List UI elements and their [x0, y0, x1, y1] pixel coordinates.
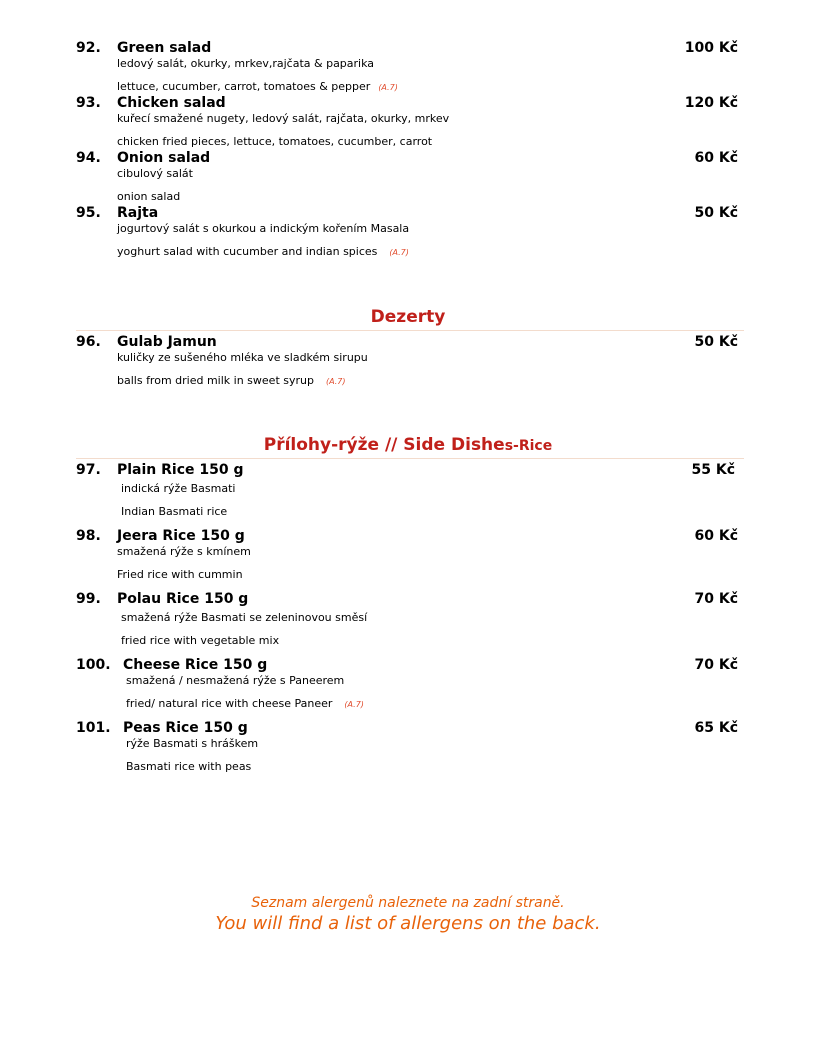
section-title-rice: Přílohy-rýže // Side Dishes-Rice — [263, 435, 553, 455]
item-number: 96. — [76, 334, 101, 350]
item-number: 94. — [76, 150, 101, 166]
item-description-cz: rýže Basmati s hráškem — [126, 737, 259, 750]
section-divider — [76, 330, 744, 331]
item-description-en: fried/ natural rice with cheese Paneer (A.7) — [126, 697, 364, 710]
item-description-cz: cibulový salát — [117, 167, 193, 180]
allergen-code: (A.7) — [389, 248, 409, 257]
item-name: Polau Rice 150 g — [117, 591, 249, 607]
item-description-en: Basmati rice with peas — [126, 760, 252, 773]
item-description-en: lettuce, cucumber, carrot, tomatoes & pepper (A.7) — [117, 80, 398, 93]
item-name: Jeera Rice 150 g — [117, 528, 245, 544]
allergen-code: (A.7) — [344, 700, 364, 709]
item-number: 99. — [76, 591, 101, 607]
item-number: 100. — [76, 657, 111, 673]
item-number: 101. — [76, 720, 111, 736]
item-number: 92. — [76, 40, 101, 56]
item-name: Gulab Jamun — [117, 334, 217, 350]
section-title-desserts: Dezerty — [370, 307, 446, 327]
item-price: 70 Kč — [694, 657, 738, 673]
item-description-en: yoghurt salad with cucumber and indian spices (A.7) — [117, 245, 409, 258]
item-description-en: balls from dried milk in sweet syrup (A.7) — [117, 374, 346, 387]
item-description-en: Fried rice with cummin — [117, 568, 243, 581]
item-price: 120 Kč — [684, 95, 738, 111]
item-description-cz: kuřecí smažené nugety, ledový salát, rajčata, okurky, mrkev — [117, 112, 450, 125]
allergen-code: (A.7) — [325, 377, 346, 386]
item-description-cz: smažená / nesmažená rýže s Paneerem — [126, 674, 345, 687]
item-price: 100 Kč — [684, 40, 738, 56]
item-name: Cheese Rice 150 g — [123, 657, 268, 673]
item-name: Peas Rice 150 g — [123, 720, 248, 736]
item-price: 60 Kč — [694, 528, 738, 544]
item-description-cz: smažená rýže s kmínem — [117, 545, 251, 558]
item-name: Green salad — [117, 40, 212, 56]
allergen-code: (A.7) — [378, 83, 398, 92]
section-divider — [76, 458, 744, 459]
allergen-note-cz: Seznam alergenů naleznete na zadní straně. — [251, 895, 565, 911]
item-price: 50 Kč — [694, 334, 738, 350]
item-description-en: onion salad — [117, 190, 181, 203]
item-name: Rajta — [117, 205, 159, 221]
item-price: 70 Kč — [694, 591, 738, 607]
item-number: 97. — [76, 462, 101, 478]
item-description-cz: kuličky ze sušeného mléka ve sladkém sirupu — [117, 351, 368, 364]
item-description-cz: smažená rýže Basmati se zeleninovou směsí — [121, 611, 368, 624]
item-price: 60 Kč — [694, 150, 738, 166]
item-number: 98. — [76, 528, 101, 544]
item-description-en: chicken fried pieces, lettuce, tomatoes, cucumber, carrot — [117, 135, 433, 148]
item-description-en: fried rice with vegetable mix — [121, 634, 280, 647]
item-description-cz: jogurtový salát s okurkou a indickým kořením Masala — [117, 222, 410, 235]
item-number: 95. — [76, 205, 101, 221]
item-name: Plain Rice 150 g — [117, 462, 244, 478]
item-price: 55 Kč — [691, 462, 735, 478]
item-description-en: Indian Basmati rice — [121, 505, 228, 518]
item-description-cz: indická rýže Basmati — [121, 482, 236, 495]
allergen-note-en: You will find a list of allergens on the back. — [215, 913, 601, 934]
item-price: 50 Kč — [694, 205, 738, 221]
item-price: 65 Kč — [694, 720, 738, 736]
item-description-cz: ledový salát, okurky, mrkev,rajčata & paparika — [117, 57, 375, 70]
item-name: Onion salad — [117, 150, 211, 166]
item-name: Chicken salad — [117, 95, 226, 111]
item-number: 93. — [76, 95, 101, 111]
